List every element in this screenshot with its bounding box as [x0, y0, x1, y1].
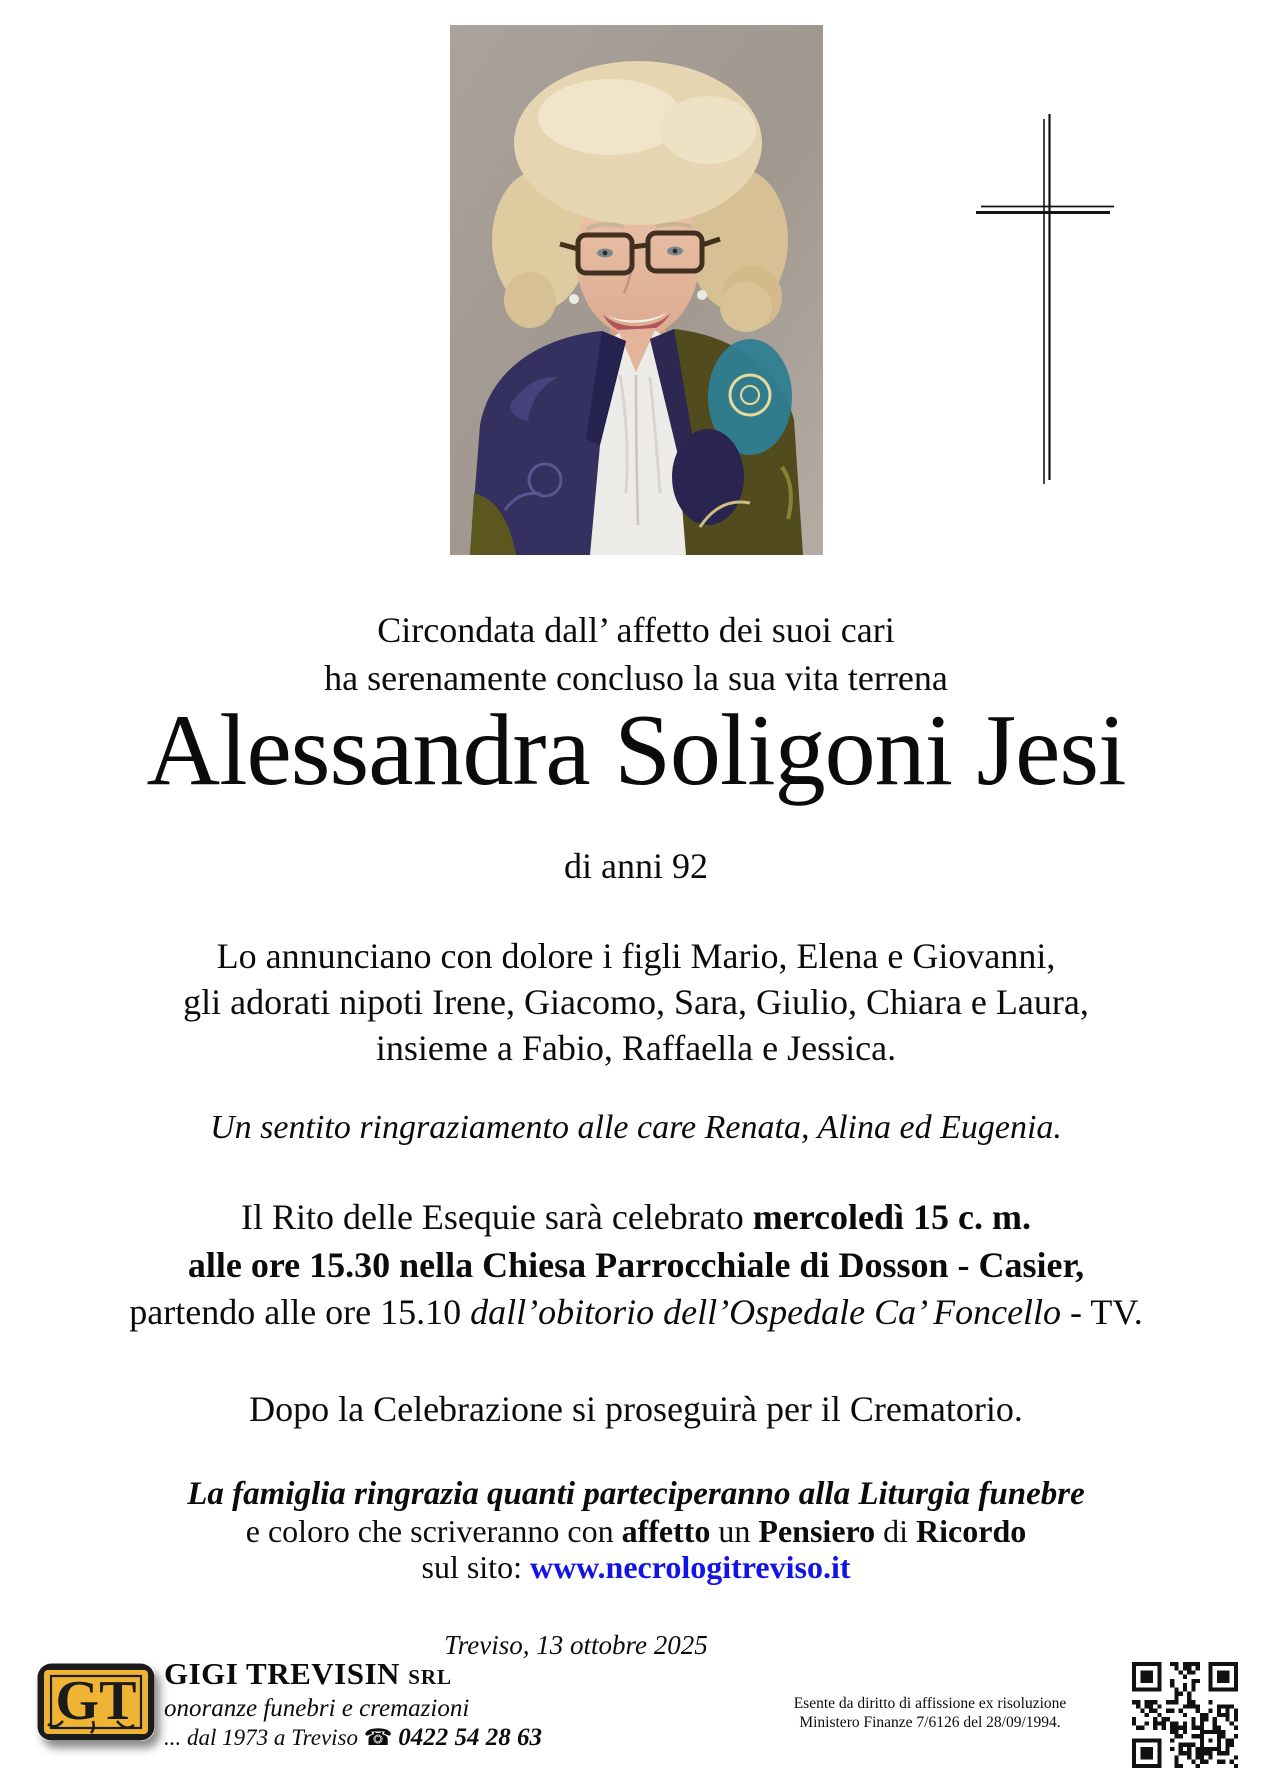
age-line: di anni 92	[564, 846, 708, 886]
funeral-line-1	[0, 1194, 1272, 1242]
condolence-ricordo: Ricordo	[916, 1513, 1027, 1549]
qr-code	[1132, 1662, 1238, 1768]
tax-exemption-note	[780, 1694, 1080, 1732]
opening-line-1: Circondata dall’ affetto dei suoi cari	[377, 610, 895, 650]
company-tagline: onoranze funebri e cremazioni	[164, 1695, 470, 1722]
funeral-details	[0, 1194, 1272, 1337]
logo-monogram: GT	[55, 1670, 137, 1732]
funeral-line-2-bold: alle ore 15.30 nella Chiesa Parrocchiale di Dosson - Casier,	[187, 1244, 1085, 1285]
phone-icon: ☎	[363, 1725, 393, 1751]
phone-number: 0422 54 28 63	[398, 1724, 542, 1751]
company-since-line	[164, 1723, 644, 1753]
website-line-prefix: sul sito:	[421, 1549, 530, 1585]
company-logo	[37, 1663, 155, 1741]
tax-note-line-1: Esente da diritto di affissione ex risoluzione	[793, 1695, 1067, 1712]
funeral-line-3	[0, 1289, 1272, 1337]
opening-lines	[0, 606, 1272, 702]
website-link[interactable]: www.necrologitreviso.it	[529, 1549, 851, 1585]
deceased-name: Alessandra Soligoni Jesi	[146, 694, 1126, 807]
company-name: GIGI TREVISIN	[164, 1656, 400, 1691]
opening-line-2: ha serenamente concluso la sua vita terrena	[324, 658, 948, 698]
condolence-part: un	[710, 1513, 759, 1549]
funeral-line-3-italic: dall’obitorio dell’Ospedale Ca’ Foncello	[470, 1292, 1062, 1332]
funeral-line-3-regular: partendo alle ore 15.10	[129, 1292, 471, 1332]
condolence-part: e coloro che scriveranno con	[245, 1513, 622, 1549]
announcement-line: gli adorati nipoti Irene, Giacomo, Sara, Giulio, Chiara e Laura,	[183, 982, 1089, 1022]
condolence-line	[0, 1513, 1272, 1550]
crematorium-line: Dopo la Celebrazione si proseguirà per il Crematorio.	[249, 1389, 1023, 1429]
condolence-affetto: affetto	[621, 1513, 711, 1549]
announcement-line: Lo annunciano con dolore i figli Mario, Elena e Giovanni,	[216, 936, 1056, 976]
family-announcement	[0, 933, 1272, 1071]
condolence-pensiero: Pensiero	[758, 1513, 876, 1549]
caregivers-thanks-line: Un sentito ringraziamento alle care Renata, Alina ed Eugenia.	[210, 1109, 1062, 1146]
funeral-line-3-end: - TV.	[1061, 1292, 1143, 1332]
date-line: Treviso, 13 ottobre 2025	[444, 1630, 708, 1660]
funeral-line-2	[0, 1242, 1272, 1290]
condolence-part: di	[875, 1513, 917, 1549]
company-suffix: SRL	[408, 1665, 453, 1689]
cross-icon	[975, 110, 1120, 490]
tax-note-line-2: Ministero Finanze 7/6126 del 28/09/1994.	[799, 1714, 1061, 1731]
funeral-line-1-bold: mercoledì 15 c. m.	[752, 1197, 1032, 1237]
portrait-photo	[450, 25, 823, 555]
company-name-line	[164, 1657, 644, 1694]
funeral-line-1-regular: Il Rito delle Esequie sarà celebrato	[240, 1197, 753, 1237]
company-info	[164, 1657, 644, 1753]
company-since: ... dal 1973 a Treviso	[164, 1725, 359, 1750]
website-line	[0, 1549, 1272, 1586]
liturgy-thanks-line: La famiglia ringrazia quanti parteciperanno alla Liturgia funebre	[187, 1476, 1085, 1512]
announcement-line: insieme a Fabio, Raffaella e Jessica.	[375, 1028, 897, 1068]
